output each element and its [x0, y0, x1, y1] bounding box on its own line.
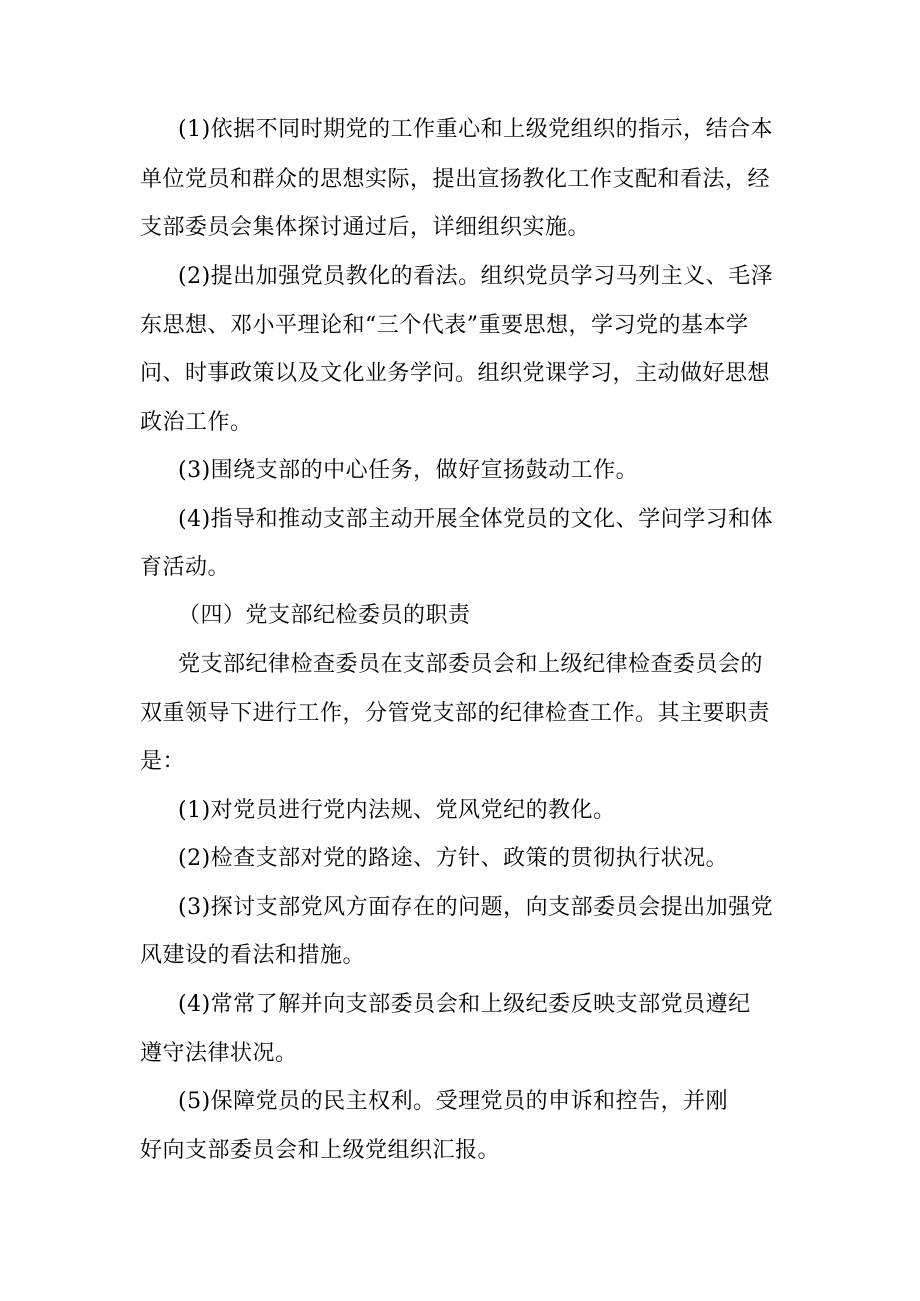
paragraph-line: (4)指导和推动支部主动开展全体党员的文化、学问学习和体	[178, 507, 774, 532]
paragraph-line: (2)提出加强党员教化的看法。组织党员学习马列主义、毛泽	[178, 264, 774, 289]
paragraph-line: (2)检查支部对党的路途、方针、政策的贯彻执行状况。	[178, 846, 729, 871]
paragraph-line: (1)依据不同时期党的工作重心和上级党组织的指示，结合本	[178, 117, 774, 142]
paragraph-line: 东思想、邓小平理论和“三个代表”重要思想，学习党的基本学	[140, 313, 749, 338]
paragraph-line: 是：	[140, 749, 186, 774]
paragraph-line: 好向支部委员会和上级党组织汇报。	[140, 1138, 501, 1163]
paragraph-line: (4)常常了解并向支部委员会和上级纪委反映支部党员遵纪	[178, 992, 751, 1017]
section-heading: （四）党支部纪检委员的职责	[178, 603, 471, 628]
paragraph-line: 育活动。	[140, 555, 231, 580]
paragraph-line: 双重领导下进行工作，分管党支部的纪律检查工作。其主要职责	[140, 701, 771, 726]
paragraph-line: (1)对党员进行党内法规、党风党纪的教化。	[178, 798, 616, 823]
paragraph-line: (3)围绕支部的中心任务，做好宣扬鼓动工作。	[178, 458, 639, 483]
paragraph-line: 单位党员和群众的思想实际，提出宣扬教化工作支配和看法，经	[140, 167, 771, 192]
paragraph-line: 遵守法律状况。	[140, 1041, 298, 1066]
paragraph-line: (5)保障党员的民主权利。受理党员的申诉和控告，并刚	[178, 1089, 729, 1114]
paragraph-line: (3)探讨支部党风方面存在的问题，向支部委员会提出加强党	[178, 895, 774, 920]
paragraph-line: 政治工作。	[140, 410, 253, 435]
paragraph-line: 党支部纪律检查委员在支部委员会和上级纪律检查委员会的	[178, 652, 764, 677]
paragraph-line: 风建设的看法和措施。	[140, 943, 366, 968]
paragraph-line: 问、时事政策以及文化业务学问。组织党课学习，主动做好思想	[140, 361, 771, 386]
paragraph-line: 支部委员会集体探讨通过后，详细组织实施。	[140, 215, 591, 240]
